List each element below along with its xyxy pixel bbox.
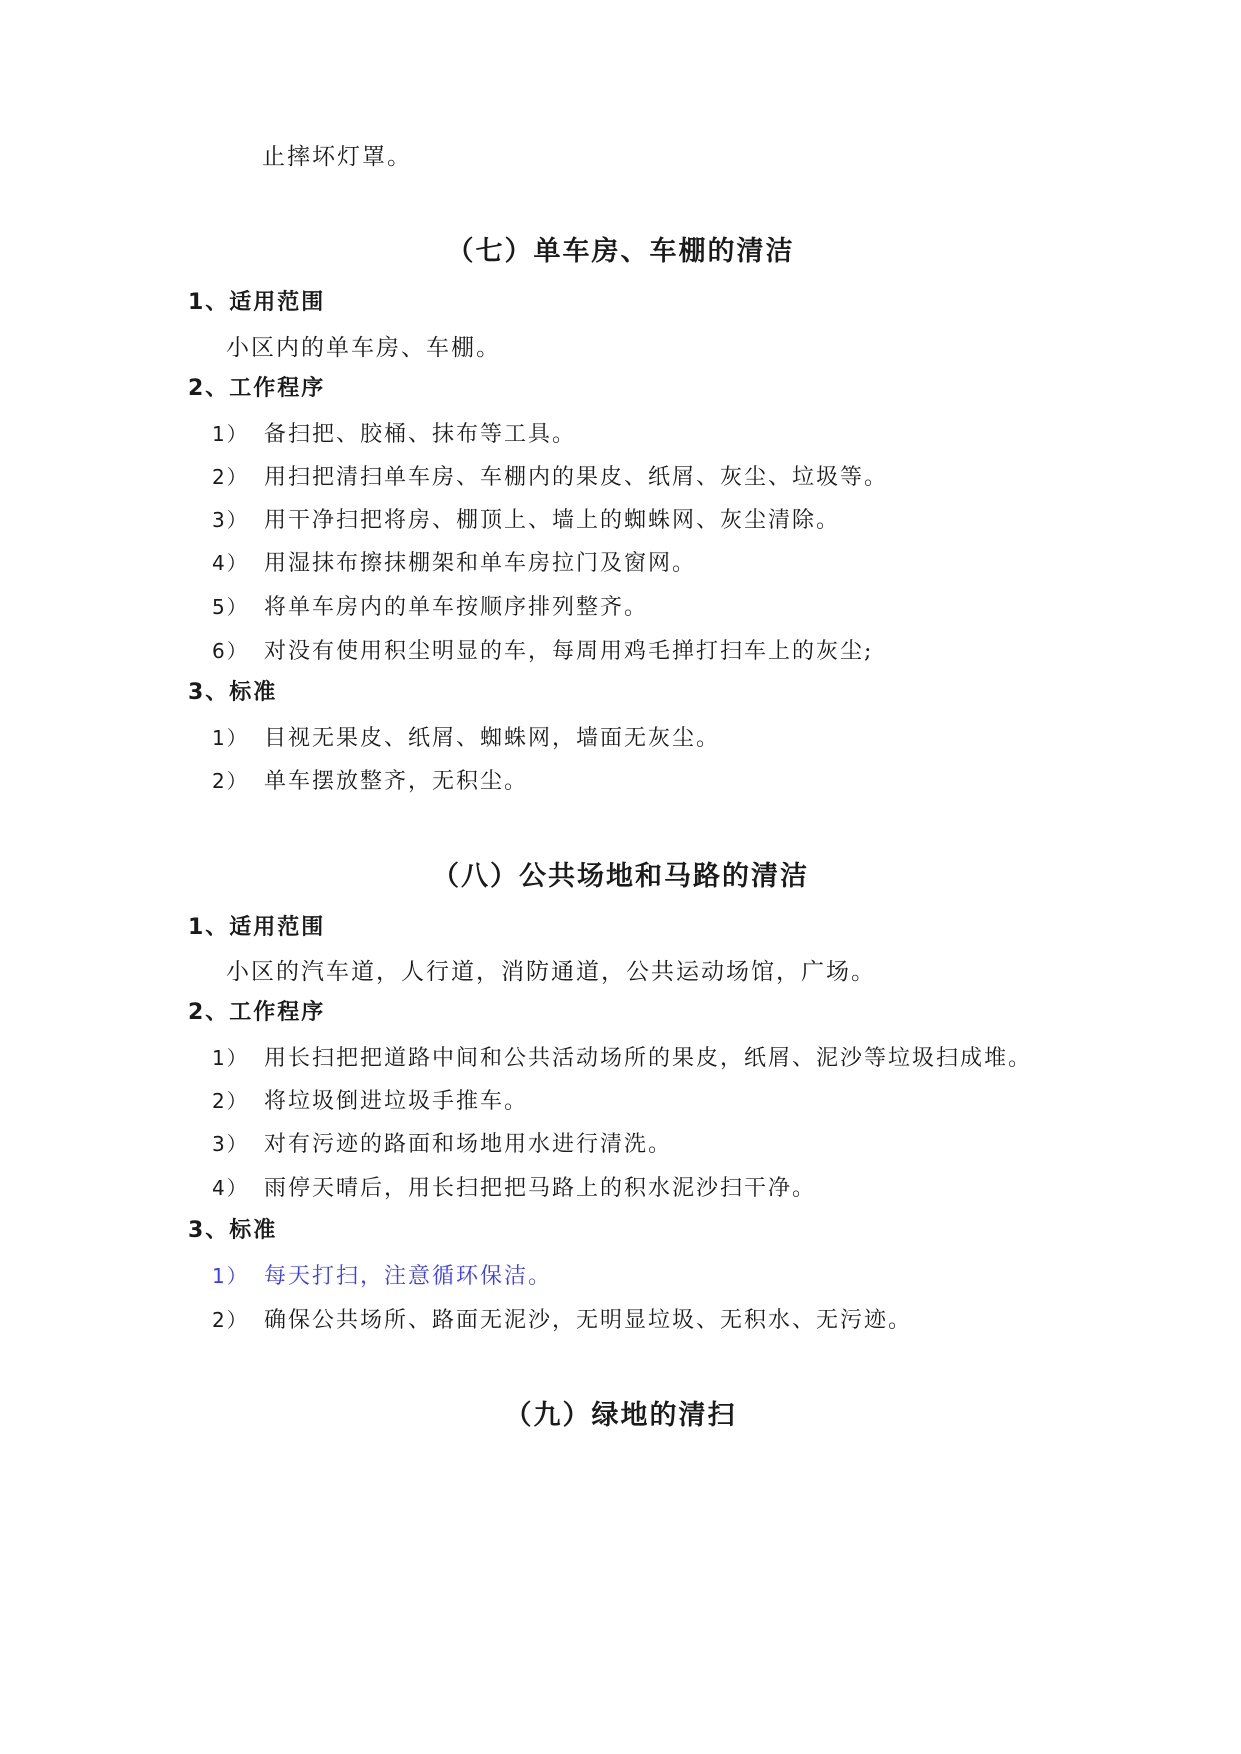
item-text: 用长扫把把道路中间和公共活动场所的果皮，纸屑、泥沙等垃圾扫成堆。: [264, 1046, 1033, 1071]
procedure-item-7-1: [212, 419, 576, 450]
item-text: 单车摆放整齐，无积尘。: [264, 769, 529, 794]
procedure-item-7-3: [212, 505, 840, 536]
continuation-text: 止摔坏灯罩。: [262, 144, 412, 170]
procedure-item-8-2: [212, 1086, 528, 1117]
procedure-heading-8: 2、工作程序: [188, 1000, 326, 1025]
item-text: 确保公共场所、路面无泥沙，无明显垃圾、无积水、无污迹。: [264, 1308, 913, 1333]
item-number: 1）: [212, 726, 249, 750]
standard-item-7-2: [212, 766, 528, 797]
item-text: 用扫把清扫单车房、车棚内的果皮、纸屑、灰尘、垃圾等。: [264, 465, 889, 490]
scope-text-8: 小区的汽车道，人行道，消防通道，公共运动场馆，广场。: [226, 959, 876, 985]
item-text: 每天打扫，注意循环保洁。: [264, 1264, 553, 1289]
item-text: 用干净扫把将房、棚顶上、墙上的蜘蛛网、灰尘清除。: [264, 508, 841, 533]
item-text: 雨停天晴后，用长扫把把马路上的积水泥沙扫干净。: [264, 1176, 817, 1201]
item-text: 将单车房内的单车按顺序排列整齐。: [264, 595, 649, 620]
procedure-item-7-4: [212, 548, 696, 579]
item-number: 6）: [212, 639, 249, 663]
item-number: 3）: [212, 1132, 249, 1156]
scope-text-7: 小区内的单车房、车棚。: [226, 335, 501, 361]
item-number: 5）: [212, 595, 249, 619]
scope-heading-7: 1、适用范围: [188, 290, 326, 315]
item-text: 用湿抹布擦抹棚架和单车房拉门及窗网。: [264, 551, 697, 576]
item-text: 目视无果皮、纸屑、蜘蛛网，墙面无灰尘。: [264, 726, 721, 751]
item-text: 对没有使用积尘明显的车，每周用鸡毛掸打扫车上的灰尘;: [264, 639, 874, 664]
item-text: 将垃圾倒进垃圾手推车。: [264, 1089, 529, 1114]
item-number: 2）: [212, 1089, 249, 1113]
section-title-7: （七）单车房、车棚的清洁: [446, 236, 795, 267]
item-number: 2）: [212, 465, 249, 489]
procedure-item-8-3: [212, 1129, 672, 1160]
item-number: 1）: [212, 422, 249, 446]
item-text: 对有污迹的路面和场地用水进行清洗。: [264, 1132, 673, 1157]
standard-heading-7: 3、标准: [188, 680, 278, 705]
standard-item-8-2: [212, 1305, 912, 1336]
item-text: 备扫把、胶桶、抹布等工具。: [264, 422, 577, 447]
procedure-item-7-5: [212, 592, 648, 623]
item-number: 4）: [212, 1176, 249, 1200]
item-number: 2）: [212, 769, 249, 793]
item-number: 1）: [212, 1264, 249, 1288]
item-number: 1）: [212, 1046, 249, 1070]
procedure-heading-7: 2、工作程序: [188, 376, 326, 401]
item-number: 3）: [212, 508, 249, 532]
item-number: 4）: [212, 551, 249, 575]
standard-heading-8: 3、标准: [188, 1218, 278, 1243]
procedure-item-8-1: [212, 1043, 1032, 1074]
procedure-item-7-2: [212, 462, 888, 493]
scope-heading-8: 1、适用范围: [188, 915, 326, 940]
procedure-item-8-4: [212, 1173, 816, 1204]
procedure-item-7-6: [212, 636, 873, 667]
standard-item-7-1: [212, 723, 720, 754]
section-title-9: （九）绿地的清扫: [504, 1400, 737, 1431]
section-title-8: （八）公共场地和马路的清洁: [432, 861, 809, 892]
standard-item-8-1: [212, 1261, 552, 1292]
item-number: 2）: [212, 1308, 249, 1332]
